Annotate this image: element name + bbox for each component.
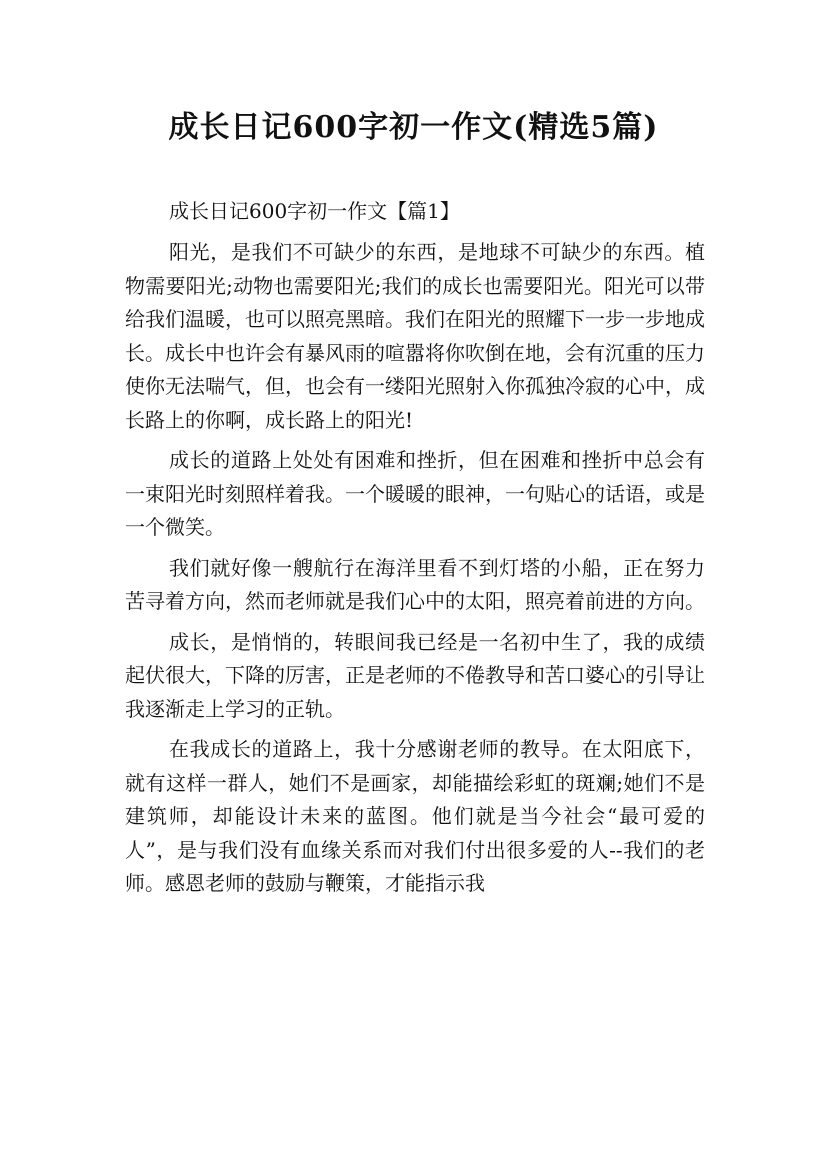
section-heading: 成长日记600字初一作文【篇1】 [169,199,460,223]
page-title: 成长日记600字初一作文(精选5篇) [168,110,659,145]
paragraph-1: 阳光，是我们不可缺少的东西，是地球不可缺少的东西。植物需要阳光;动物也需要阳光;我们的成长也需要阳光。阳光可以带给我们温暖，也可以照亮黑暗。我们在阳光的照耀下一步一步地成长。成长中也许会有暴风雨的喧嚣将你吹倒在地，会有沉重的压力使你无法喘气，但，也会有一缕阳光照射入你孤独冷寂的心中，成长路上的你啊，成长路上的阳光! [125,240,705,432]
paragraph-4: 成长，是悄悄的，转眼间我已经是一名初中生了，我的成绩起伏很大，下降的厉害，正是老师的不倦教导和苦口婆心的引导让我逐渐走上学习的正轨。 [125,629,705,721]
paragraph-3: 我们就好像一艘航行在海洋里看不到灯塔的小船，正在努力苦寻着方向，然而老师就是我们心中的太阳，照亮着前进的方向。 [125,555,705,613]
paragraph-2: 成长的道路上处处有困难和挫折，但在困难和挫折中总会有一束阳光时刻照样着我。一个暖暖的眼神，一句贴心的话语，或是一个微笑。 [125,448,705,539]
paragraph-5: 在我成长的道路上，我十分感谢老师的教导。在太阳底下，就有这样一群人，她们不是画家，却能描绘彩虹的斑斓;她们不是建筑师，却能设计未来的蓝图。他们就是当今社会“最可爱的人”，是与我们没有血缘关系而对我们付出很多爱的人--我们的老师。感恩老师的鼓励与鞭策，才能指示我 [125,737,705,895]
document-body [125,197,705,908]
